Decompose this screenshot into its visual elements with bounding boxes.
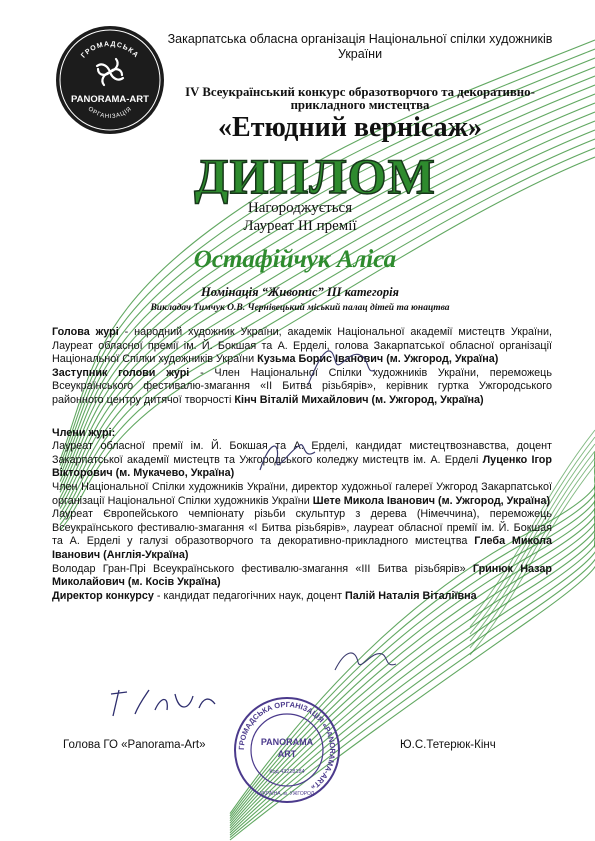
official-stamp [232,695,342,805]
svg-text:ГРОМАДСЬКА [80,41,140,60]
contest-title: IV Всеукраїнський конкурс образотворчого та декоративно-прикладного мистецтва [185,85,535,112]
signature-left-label: Голова ГО «Panorama-Art» [63,739,206,751]
teacher-text: Викладач Тимчук О.В. Чернівецький міський палац дітей та юнацтва [150,303,450,313]
stamp-code: Код 43228184 [269,769,305,775]
jury-member: Член Національної Спілки художників України, директор художньої галереї Ужгород Закарпатської організації Національної Спілки художників України Шете Микола Іванович (м. Ужгород, Україна) [52,480,552,507]
jury-head: Голова журі - народний художник України, академік Національної академії мистецтв України, Лауреат обласної премії ім. Й. Бокшая та А. Ерделі, голова Закарпатської обласної організації Національної Спілки художників України Кузьма Борис Іванович (м. Ужгород, Україна) [52,326,552,366]
nomination-text: Номінація “Живопис” III категорія [200,285,399,299]
diploma-title: ДИПЛОМ [194,148,436,204]
contest-name: «Етюдний вернісаж» [218,112,482,143]
awarded-text: Нагороджується [247,200,353,216]
organization-name: Закарпатська обласна організація Національної спілки художників України [167,32,553,61]
recipient-name: Остафійчук Аліса [193,246,397,273]
signature-scribble [330,640,400,680]
logo-bottom-text: ОРГАНІЗАЦІЯ [86,106,134,121]
prize-text: Лауреат III премії [243,218,357,234]
signature-scribble [300,335,380,395]
stamp-city: УКРАЇНА, м. УЖГОРОД [259,791,315,797]
jury-members-label: Члени журі: [52,426,116,439]
jury-member: Лауреат Європейського чемпіонату різьби скульптур з дерева (Німеччина), переможець Всеукраїнського фестивалю-змагання «І Битва різьбярів», лауреат обласної премії ім. Й. Бокшая та А. Ерделі у галузі образотворчого та декоративно-прикладного мистецтва Глеба Микола Іванович (Англія-Україна) [52,508,553,561]
jury-member: Володар Гран-Прі Всеукраїнського фестивалю-змагання «ІІІ Битва різьбярів» Гринюк Назар Миколайович (м. Косів Україна) [52,562,552,589]
jury-deputy: Заступник голови журі - Член Національної Спілки художників України, переможець Всеукраїнського фестивалю-змагання «ІІ Битва різьбярів», керівник гуртка Ужгородського районного центру дитячої творчості Кінч Віталій Михайлович (м. Ужгород, Україна) [52,366,552,406]
logo-name: PANORAMA-ART [71,94,149,105]
svg-text:ОРГАНІЗАЦІЯ [87,106,134,120]
stamp-center-top: PANORAMA [260,737,314,747]
contest-director: Директор конкурсу - кандидат педагогічних наук, доцент Палій Наталія Віталіївна [52,589,477,602]
logo-top-text: ГРОМАДСЬКА [80,40,140,60]
stamp-center-bottom: ART [277,749,297,759]
signature-right-name: Ю.С.Тетерюк-Кінч [400,739,496,751]
jury-member: Лауреат обласної премії ім. Й. Бокшая та А. Ерделі, кандидат мистецтвознавства, доцент Закарпатської академії мистецтв та Ужгородського коледжу мистецтв ім. А. Ерделі Луценко Ігор Вікторович (м. Мукачево, Україна) [52,440,552,480]
signature-scribble [255,430,325,480]
stamp-ring-text: ГРОМАДСЬКА ОРГАНІЗАЦІЯ «PANORAMA-ART» [236,699,338,792]
signature-scribble [105,684,225,724]
